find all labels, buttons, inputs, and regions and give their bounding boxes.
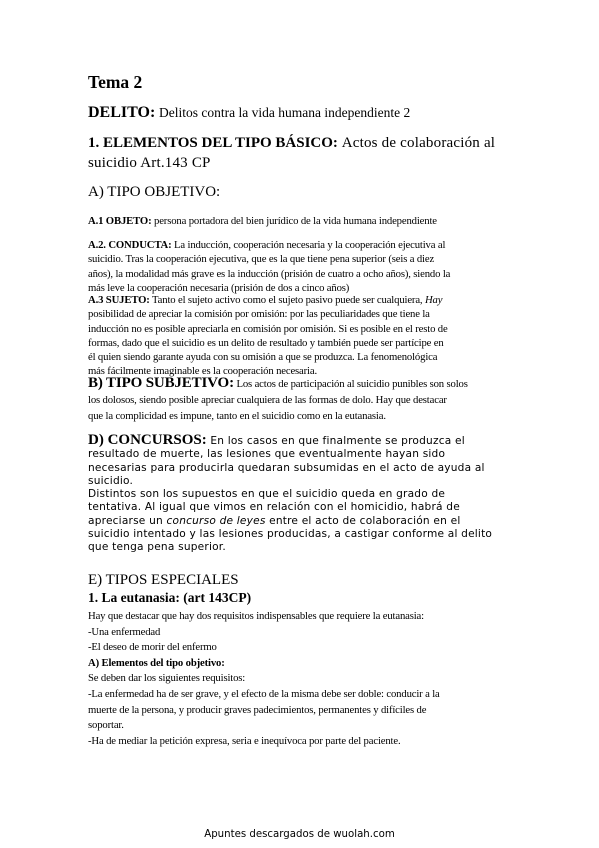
delito-heading xyxy=(88,104,508,122)
e-line-2: -Una enfermedad xyxy=(88,625,161,638)
tipo-objetivo-heading: A) TIPO OBJETIVO: xyxy=(88,184,221,200)
d-paragraph xyxy=(88,434,508,555)
page-title: Tema 2 xyxy=(88,72,143,92)
a2-line-1: La inducción, cooperación necesaria y la cooperación ejecutiva al xyxy=(174,239,446,251)
a2-line-4: más leve la cooperación necesaria (prisión de dos a cinco años) xyxy=(88,281,350,294)
a3-paragraph xyxy=(88,293,508,379)
b-paragraph xyxy=(88,375,508,424)
d-line-1: En los casos en que finalmente se produzca el xyxy=(210,435,465,447)
a3-line-2: posibilidad de apreciar la comisión por omisión: por las peculiaridades que tiene la xyxy=(88,308,430,321)
d-line-7a: apreciarse un xyxy=(88,514,163,527)
a3-line-3: inducción no es posible apreciarla en comisión por omisión. Si es posible en el resto de xyxy=(88,322,448,335)
d-line-4: suicidio. xyxy=(88,474,134,487)
e-line-6: muerte de la persona, y producir graves padecimientos, permanentes y difíciles de xyxy=(88,703,427,716)
a3-line-5: él quien siendo garante ayuda con su omisión a que se produzca. La fenomenológica xyxy=(88,351,438,364)
d-line-8: suicidio intentado y las lesiones producidas, a castigar conforme al delito xyxy=(88,528,493,541)
a3-line-1-italic: Hay xyxy=(424,294,443,306)
d-line-3: necesarias para producirla quedaran subsumidas en el acto de ayuda al xyxy=(88,461,485,474)
e-heading: E) TIPOS ESPECIALES xyxy=(88,572,239,588)
e-line-3: -El deseo de morir del enfermo xyxy=(88,641,217,654)
e-line-7: soportar. xyxy=(88,719,124,732)
d-line-2: resultado de muerte, las lesiones que eventualmente hayan sido xyxy=(88,448,446,461)
a3-line-6: más fácilmente imaginable es la cooperación necesaria. xyxy=(88,365,317,378)
b-line-3: que la complicidad es impune, tanto en el suicidio como en la eutanasia. xyxy=(88,410,386,422)
a2-paragraph xyxy=(88,238,508,295)
a1-text: persona portadora del bien jurídico de la vida humana independiente xyxy=(154,215,437,227)
e-line-5: -La enfermedad ha de ser grave, y el efecto de la misma debe ser doble: conducir a la xyxy=(88,687,440,700)
e-subheading-2: A) Elementos del tipo objetivo: xyxy=(88,656,225,669)
b-label: B) TIPO SUBJETIVO: xyxy=(88,375,234,391)
elementos-text-l1: Actos de colaboración al xyxy=(341,135,496,151)
a1-label: A.1 OBJETO: xyxy=(88,215,152,227)
footer-source: Apuntes descargados de wuolah.com xyxy=(204,829,395,840)
a3-label: A.3 SUJETO: xyxy=(88,294,150,306)
e-paragraph xyxy=(88,609,508,749)
e-line-8: -Ha de mediar la petición expresa, seria e inequívoca por parte del paciente. xyxy=(88,734,401,747)
d-line-6: tentativa. Al igual que vimos en relación con el homicidio, habrá de xyxy=(88,501,460,514)
a3-line-1: Tanto el sujeto activo como el sujeto pasivo puede ser cualquiera, xyxy=(152,294,423,306)
elementos-label: 1. ELEMENTOS DEL TIPO BÁSICO: xyxy=(88,135,338,151)
e-line-4: Se deben dar los siguientes requisitos: xyxy=(88,672,246,685)
d-line-9: que tenga pena superior. xyxy=(88,541,226,554)
b-line-1: Los actos de participación al suicidio punibles son solos xyxy=(236,378,468,390)
b-line-2: los dolosos, siendo posible apreciar cualquiera de las formas de dolo. Hay que destacar xyxy=(88,394,447,406)
delito-label: DELITO: xyxy=(88,104,156,121)
e-subheading: 1. La eutanasia: (art 143CP) xyxy=(88,590,252,605)
a2-label: A.2. CONDUCTA: xyxy=(88,239,172,251)
elementos-heading xyxy=(88,133,508,173)
delito-text: Delitos contra la vida humana independiente 2 xyxy=(159,105,411,120)
a2-line-3: años), la modalidad más grave es la inducción (prisión de cuatro a ocho años), siendo la xyxy=(88,267,451,280)
d-label: D) CONCURSOS: xyxy=(88,432,207,448)
d-line-7b: entre el acto de colaboración en el xyxy=(269,514,461,527)
a1-paragraph xyxy=(88,214,508,228)
d-line-5: Distintos son los supuestos en que el suicidio queda en grado de xyxy=(88,488,446,501)
a3-line-4: formas, dado que el suicidio es un delito de resultado y también puede ser partícipe en xyxy=(88,336,444,349)
a2-line-2: suicidio. Tras la cooperación ejecutiva, que es la que tiene pena superior (seis a diez xyxy=(88,253,435,266)
elementos-text-l2: suicidio Art.143 CP xyxy=(88,155,211,171)
d-line-7-italic: concurso de leyes xyxy=(166,514,266,527)
e-line-1: Hay que destacar que hay dos requisitos indispensables que requiere la eutanasia: xyxy=(88,610,424,622)
